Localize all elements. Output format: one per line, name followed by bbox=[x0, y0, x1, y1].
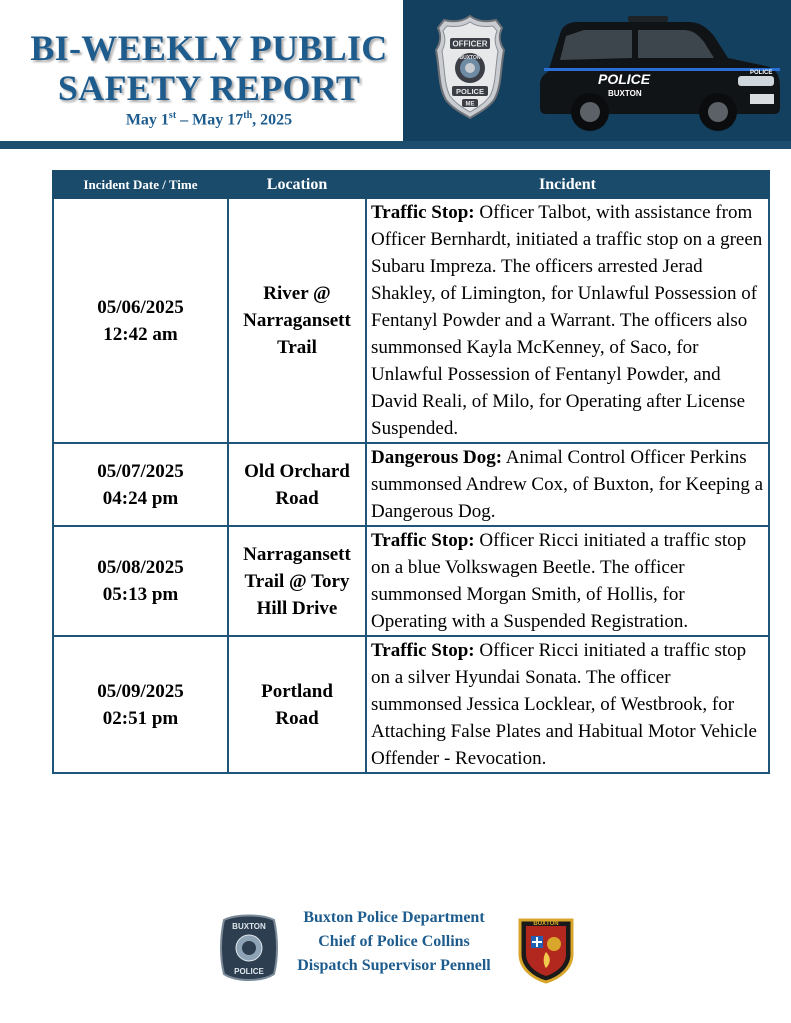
incident-type: Dangerous Dog: bbox=[371, 447, 503, 468]
chief-name: Chief of Police Collins bbox=[318, 933, 470, 950]
column-header-date: Incident Date / Time bbox=[53, 171, 228, 198]
incident-location-cell bbox=[228, 526, 366, 636]
incident-time: 04:24 pm bbox=[102, 487, 179, 509]
date-year: , 2025 bbox=[252, 111, 293, 129]
incident-description-cell bbox=[366, 526, 769, 636]
report-title-line2: SAFETY REPORT bbox=[57, 68, 361, 108]
location-line: Hill Drive bbox=[256, 597, 338, 619]
incident-date: 05/06/2025 bbox=[97, 296, 184, 318]
location-line: Old Orchard bbox=[244, 460, 350, 482]
header-divider-bar bbox=[0, 141, 791, 149]
incident-location-cell bbox=[228, 443, 366, 526]
table-row bbox=[53, 526, 769, 636]
location-line: Road bbox=[275, 487, 319, 509]
date-end-suffix: th bbox=[243, 110, 253, 121]
date-end: May 17 bbox=[192, 111, 244, 129]
incident-description-cell bbox=[366, 443, 769, 526]
location-line: Portland bbox=[261, 680, 333, 702]
incident-type: Traffic Stop: bbox=[371, 202, 475, 223]
patch-top-text: BUXTON bbox=[232, 922, 266, 931]
table-header-row bbox=[53, 171, 769, 198]
date-start: May 1 bbox=[125, 111, 169, 129]
location-line: Road bbox=[275, 707, 319, 729]
police-badge-icon bbox=[432, 14, 508, 120]
incident-date-cell bbox=[53, 443, 228, 526]
report-title-line1: BI-WEEKLY PUBLIC bbox=[30, 28, 388, 68]
incident-type: Traffic Stop: bbox=[371, 640, 475, 661]
incident-text: Animal Control Officer Perkins summonsed Andrew Cox, of Buxton, for Keeping a Dangerous Dog. bbox=[371, 447, 764, 522]
incident-description-cell bbox=[366, 198, 769, 443]
report-date-range bbox=[14, 110, 404, 129]
incident-date-cell bbox=[53, 198, 228, 443]
badge-state-text: ME bbox=[465, 101, 475, 108]
table-row bbox=[53, 636, 769, 773]
location-line: Narragansett bbox=[243, 310, 351, 331]
car-hood-text: POLICE bbox=[750, 70, 773, 76]
department-signature bbox=[281, 906, 507, 978]
location-line: Trail @ Tory bbox=[244, 570, 350, 592]
incident-time: 12:42 am bbox=[103, 323, 178, 345]
incident-text: Officer Ricci initiated a traffic stop on a blue Volkswagen Beetle. The officer summonsed Morgan Smith, of Hollis, for Operating with a Suspended Registration. bbox=[371, 530, 747, 632]
report-header bbox=[0, 0, 791, 148]
incident-time: 05:13 pm bbox=[102, 584, 179, 605]
police-patch-icon bbox=[218, 912, 280, 984]
incident-description-cell bbox=[366, 636, 769, 773]
incident-location-cell bbox=[228, 636, 366, 773]
incident-text: Officer Ricci initiated a traffic stop on a silver Hyundai Sonata. The officer summonsed Jessica Locklear, of Westbrook, for Attaching False Plates and Habitual Motor Vehicle Offender - Revocation. bbox=[371, 640, 757, 769]
date-start-suffix: st bbox=[168, 110, 177, 121]
patch-bottom-text: POLICE bbox=[234, 967, 264, 976]
location-line: River @ bbox=[263, 283, 331, 304]
police-suv-icon bbox=[538, 12, 782, 136]
location-line: Trail bbox=[277, 337, 317, 358]
column-header-location: Location bbox=[228, 171, 366, 198]
fire-rescue-patch-icon bbox=[516, 914, 576, 984]
table-row bbox=[53, 198, 769, 443]
date-separator: – bbox=[176, 111, 193, 129]
incident-location-cell bbox=[228, 198, 366, 443]
column-header-incident: Incident bbox=[366, 171, 769, 198]
incident-date: 05/08/2025 bbox=[97, 557, 184, 578]
badge-bottom-text: POLICE bbox=[456, 87, 484, 96]
location-line: Narragansett bbox=[243, 543, 351, 565]
department-name: Buxton Police Department bbox=[303, 909, 485, 926]
incident-date: 05/07/2025 bbox=[97, 460, 184, 482]
incident-date-cell bbox=[53, 636, 228, 773]
incident-type: Traffic Stop: bbox=[371, 530, 475, 551]
table-row bbox=[53, 443, 769, 526]
badge-top-text: OFFICER bbox=[452, 39, 488, 49]
car-door-text: POLICE bbox=[598, 71, 651, 87]
incident-date-cell bbox=[53, 526, 228, 636]
incident-text: Officer Talbot, with assistance from Officer Bernhardt, initiated a traffic stop on a green Subaru Impreza. The officers arrested Jerad Shakley, of Limington, for Unlawful Possession of Fentanyl Powder and a Warrant. The officers also summonsed Kayla McKenney, of Saco, for Unlawful Possession of Fentanyl Powder, and David Reali, of Milo, for Operating after License Suspended. bbox=[371, 202, 763, 439]
incident-time: 02:51 pm bbox=[102, 707, 179, 729]
report-title bbox=[14, 28, 404, 108]
dispatch-supervisor: Dispatch Supervisor Pennell bbox=[297, 957, 491, 974]
car-door-subtext: BUXTON bbox=[608, 89, 642, 98]
incident-table bbox=[52, 170, 770, 774]
badge-town-text: BUXTON bbox=[459, 55, 481, 61]
fire-patch-text: BUXTON bbox=[533, 921, 559, 927]
incident-date: 05/09/2025 bbox=[97, 680, 184, 702]
